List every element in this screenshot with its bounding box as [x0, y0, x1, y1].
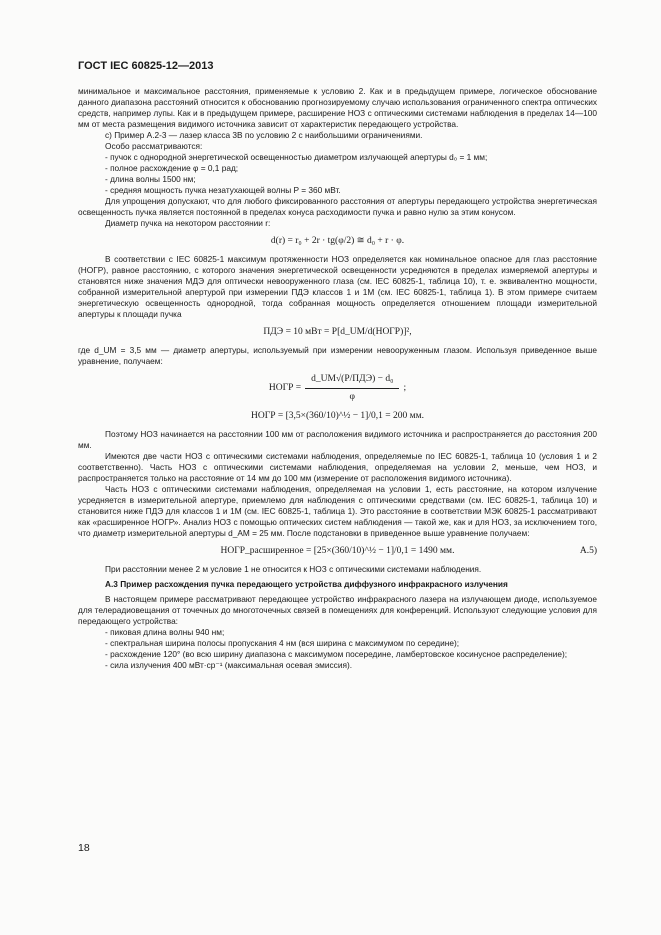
list-item: - средняя мощность пучка незатухающей волны P = 360 мВт. — [105, 185, 341, 195]
equation-number: А.5) — [579, 546, 597, 556]
formula-numerator: d_UM√(P/ПДЭ) − d₀ — [305, 373, 399, 389]
list-item: - пиковая длина волны 940 нм; — [105, 627, 225, 637]
list-item: - пучок с однородной энергетической освещенностью диаметром излучающей апертуры d₀ = 1 мм; — [105, 152, 488, 162]
list-item: - спектральная ширина полосы пропускания 4 нм (вся ширина с максимумом по середине); — [105, 638, 460, 648]
formula-fraction — [305, 373, 399, 404]
paragraph: Для упрощения допускают, что для любого фиксированного расстояния от апертуры передающего устройства энергетическая освещенность пучка является постоянной в пределах конуса расходимости пучка и равно нулю за этим конусом. — [78, 196, 597, 217]
page-number: 18 — [78, 842, 90, 854]
formula-text: НОГР_расширенное = [25×(360/10)^½ − 1]/0,1 = 1490 мм. — [220, 546, 455, 556]
list-item: - полное расхождение φ = 0,1 рад; — [105, 163, 239, 173]
formula-denominator: φ — [349, 392, 356, 402]
formula-nohd-value: НОГР = [3,5×(360/10)^½ − 1]/0,1 = 200 мм. — [251, 411, 424, 421]
formula-nohd — [78, 373, 597, 404]
paragraph: Часть НОЗ с оптическими системами наблюдения, определяемая на условии 1, есть расстояние, на котором излучение усредняется в измерительной апертуре, приемлемо для наблюдения с оптическими средствами (см. IEC 60825-1, таблица 10) и становится ниже ПДЭ для классов 1 и 1М (см. IEC 60825-1, таблица 1). Это расстояние в соответствии МЭК 60825-1 рассматривают как «расширенное НОГР». Анализ НОЗ с помощью оптических систем наблюдения — такой же, как и для НОЗ, за исключением того, что диаметр измерительной апертуры d_AM = 25 мм. После подстановки в приведенное выше уравнение получаем: — [78, 484, 597, 538]
formula-mpe: ПДЭ = 10 мВт = P[d_UM/d(НОГР)]², — [263, 327, 412, 337]
paragraph: минимальное и максимальное расстояния, применяемые к условию 2. Как и в предыдущем примере, логическое обоснование данного диапазона расстояний относится к обоснованию прогнозируемому случаю использования ограниченного спектра оптических средств, например лупы. Как и в предыдущем примере, расширение НОЗ с оптическими системами наблюдения в пределах 14—100 мм от места размещения видимого источника зависит от характеристик передающего устройства. — [78, 86, 597, 129]
paragraph: Имеются две части НОЗ с оптическими системами наблюдения, определяемые по IEC 60825-1, таблица 10 (условия 1 и 2 соответственно). Часть НОЗ с оптическими системами наблюдения, определяемая на условии 2, меньше, чем НОЗ, и распространяется только на расстояние от 14 мм до 100 мм (измерение от расположения видимого источника). — [78, 451, 597, 483]
paragraph: Диаметр пучка на некотором расстоянии r: — [105, 218, 271, 228]
paragraph: При расстоянии менее 2 м условие 1 не относится к НОЗ с оптическими системами наблюдения. — [105, 564, 482, 574]
formula-end: ; — [403, 383, 407, 393]
list-item: - длина волны 1500 нм; — [105, 174, 196, 184]
list-item: - сила излучения 400 мВт·ср⁻¹ (максимальная осевая эмиссия). — [105, 660, 353, 670]
paragraph: В соответствии с IEC 60825-1 максимум протяженности НОЗ определяется как номинальное опасное для глаз расстояние (НОГР), равное расстоянию, с которого значения энергетической освещенности усредняются в пределах измеряемой апертуры и становятся ниже значения МДЭ для оптически невооруженного глаза (см. IEC 60825-1, таблица 10), т. е. эквивалентно мощности, собранной измерительной апертурой при измерении ПДЭ классов 1 и 1М (см. IEC 60825-1, таблица 1). В этом примере считаем энергетическую освещенность однородной, тогда собранная мощность определяется отношением площади измерительной апертуры к площади пучка — [78, 254, 597, 319]
list-item: - расхождение 120° (во всю ширину диапазона с максимумом посередине, ламбертовское косинусное распределение); — [105, 649, 568, 659]
formula-lhs: НОГР = — [268, 383, 302, 393]
formula-beam-diameter: d(r) = r₀ + 2r · tg(φ/2) ≅ d₀ + r · φ. — [270, 236, 405, 246]
paragraph: Поэтому НОЗ начинается на расстоянии 100 мм от расположения видимого источника и распространяется до расстояния 200 мм. — [78, 429, 597, 450]
document-header: ГОСТ IEC 60825-12—2013 — [78, 60, 214, 72]
paragraph: с) Пример А.2-3 — лазер класса 3В по условию 2 с наибольшими ограничениями. — [105, 130, 423, 140]
paragraph: В настоящем примере рассматривают передающее устройство инфракрасного лазера на излучающем диоде, используемое для телерадиовещания от точечных до многоточечных связей в помещениях для конференций. Используют следующие условия для передающего устройства: — [78, 594, 597, 626]
formula-extended-nohd — [78, 545, 597, 558]
paragraph: Особо рассматриваются: — [105, 141, 203, 151]
paragraph: где d_UM = 3,5 мм — диаметр апертуры, используемый при измерении невооруженным глазом. Используя приведенное выше уравнение, получаем: — [78, 345, 597, 366]
page-body — [78, 86, 597, 671]
section-heading: А.3 Пример расхождения пучка передающего устройства диффузного инфракрасного излучения — [105, 579, 508, 589]
